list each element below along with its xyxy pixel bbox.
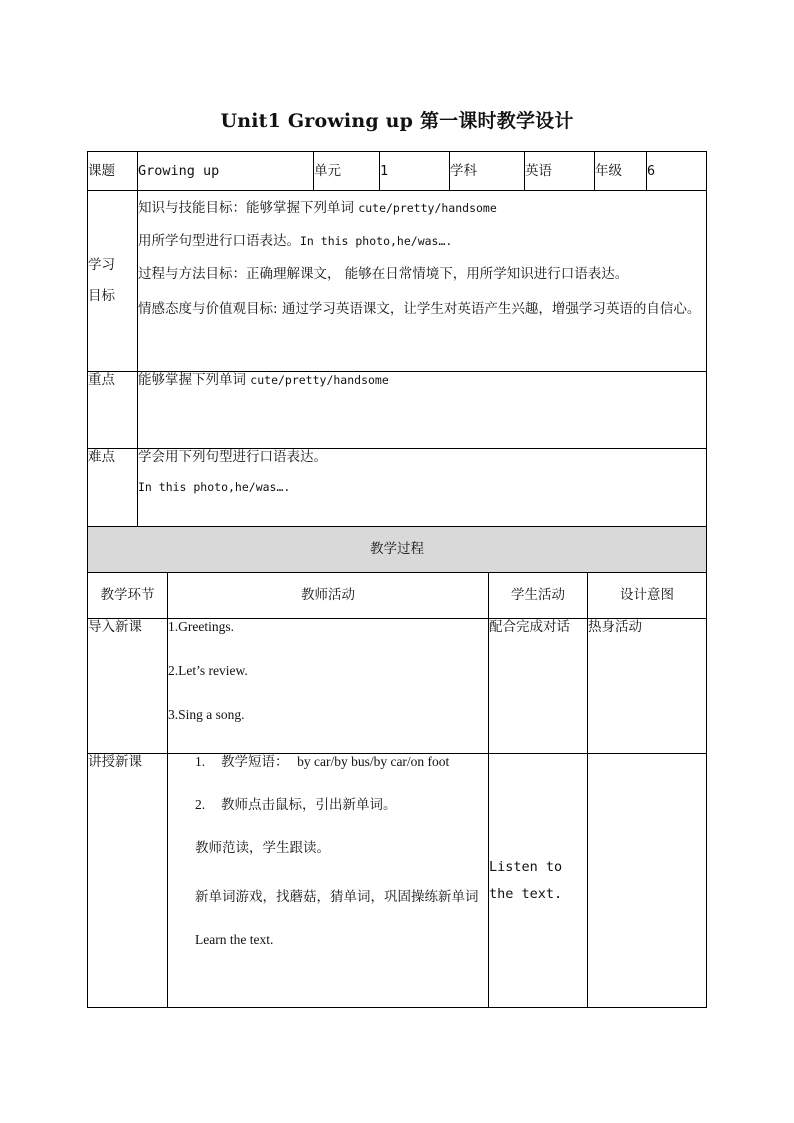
difficulty-row xyxy=(88,449,707,527)
intro-step-3: 3.Sing a song. xyxy=(168,706,245,722)
unit-label: 单元 xyxy=(314,152,380,191)
difficulty-content xyxy=(138,449,707,527)
objective-attitude: 情感态度与价值观目标: 通过学习英语课文，让学生对英语产生兴趣，增强学习英语的自信心。 xyxy=(138,300,701,317)
new-line-3: 教师范读，学生跟读。 xyxy=(195,839,330,856)
objectives-content xyxy=(138,191,707,372)
stage-intro: 导入新课 xyxy=(88,619,168,754)
intro-step-2: 2.Let’s review. xyxy=(168,662,248,678)
key-point-content: 能够掌握下列单词 cute/pretty/handsome xyxy=(138,372,707,449)
process-row-new xyxy=(88,754,707,1008)
intent-new xyxy=(588,754,707,1008)
objective-sentence: 用所学句型进行口语表达。In this photo,he/was…. xyxy=(138,232,453,249)
intro-step-1: 1.Greetings. xyxy=(168,619,234,634)
student-new: Listen to the text. xyxy=(489,754,588,1008)
new-line-5: Learn the text. xyxy=(195,932,274,948)
document-title: Unit1 Growing up 第一课时教学设计 xyxy=(220,110,574,132)
new-item-2: 2. 教师点击鼠标，引出新单词。 xyxy=(195,796,397,813)
student-intro: 配合完成对话 xyxy=(489,619,588,754)
intent-intro: 热身活动 xyxy=(588,619,707,754)
objectives-label xyxy=(88,191,138,372)
objective-process: 过程与方法目标：正确理解课文， 能够在日常情境下，用所学知识进行口语表达。 xyxy=(138,265,629,282)
col-stage-header: 教学环节 xyxy=(88,573,168,619)
course-label: 课题 xyxy=(88,152,138,191)
unit-value: 1 xyxy=(380,152,450,191)
new-item-1: 1. 教学短语： by car/by bus/by car/on foot xyxy=(195,754,450,770)
lesson-info-table xyxy=(87,151,707,527)
col-teacher-header: 教师活动 xyxy=(168,573,489,619)
info-row xyxy=(88,152,707,191)
objectives-label-line1: 学习 xyxy=(88,257,115,274)
objective-knowledge: 知识与技能目标：能够掌握下列单词 cute/pretty/handsome xyxy=(138,200,497,216)
course-value: Growing up xyxy=(138,152,314,191)
difficulty-line1: 学会用下列句型进行口语表达。 xyxy=(138,449,327,465)
process-row-intro xyxy=(88,619,707,754)
process-columns-row xyxy=(88,573,707,619)
process-header: 教学过程 xyxy=(88,527,707,573)
new-line-4: 新单词游戏，找蘑菇，猜单词，巩固操练新单词 xyxy=(195,888,479,905)
process-header-row xyxy=(88,527,707,573)
col-intent-header: 设计意图 xyxy=(588,573,707,619)
difficulty-line2: In this photo,he/was…. xyxy=(138,479,291,494)
stage-new: 讲授新课 xyxy=(88,754,168,1008)
subject-value: 英语 xyxy=(525,152,595,191)
teaching-process-table xyxy=(87,526,707,1008)
subject-label: 学科 xyxy=(450,152,525,191)
difficulty-label: 难点 xyxy=(88,449,138,527)
grade-value: 6 xyxy=(647,152,707,191)
key-point-label: 重点 xyxy=(88,372,138,449)
col-student-header: 学生活动 xyxy=(489,573,588,619)
teacher-new xyxy=(168,754,489,1008)
grade-label: 年级 xyxy=(595,152,647,191)
teacher-intro xyxy=(168,619,489,754)
key-point-row xyxy=(88,372,707,449)
objectives-row xyxy=(88,191,707,372)
objectives-label-line2: 目标 xyxy=(88,288,115,304)
